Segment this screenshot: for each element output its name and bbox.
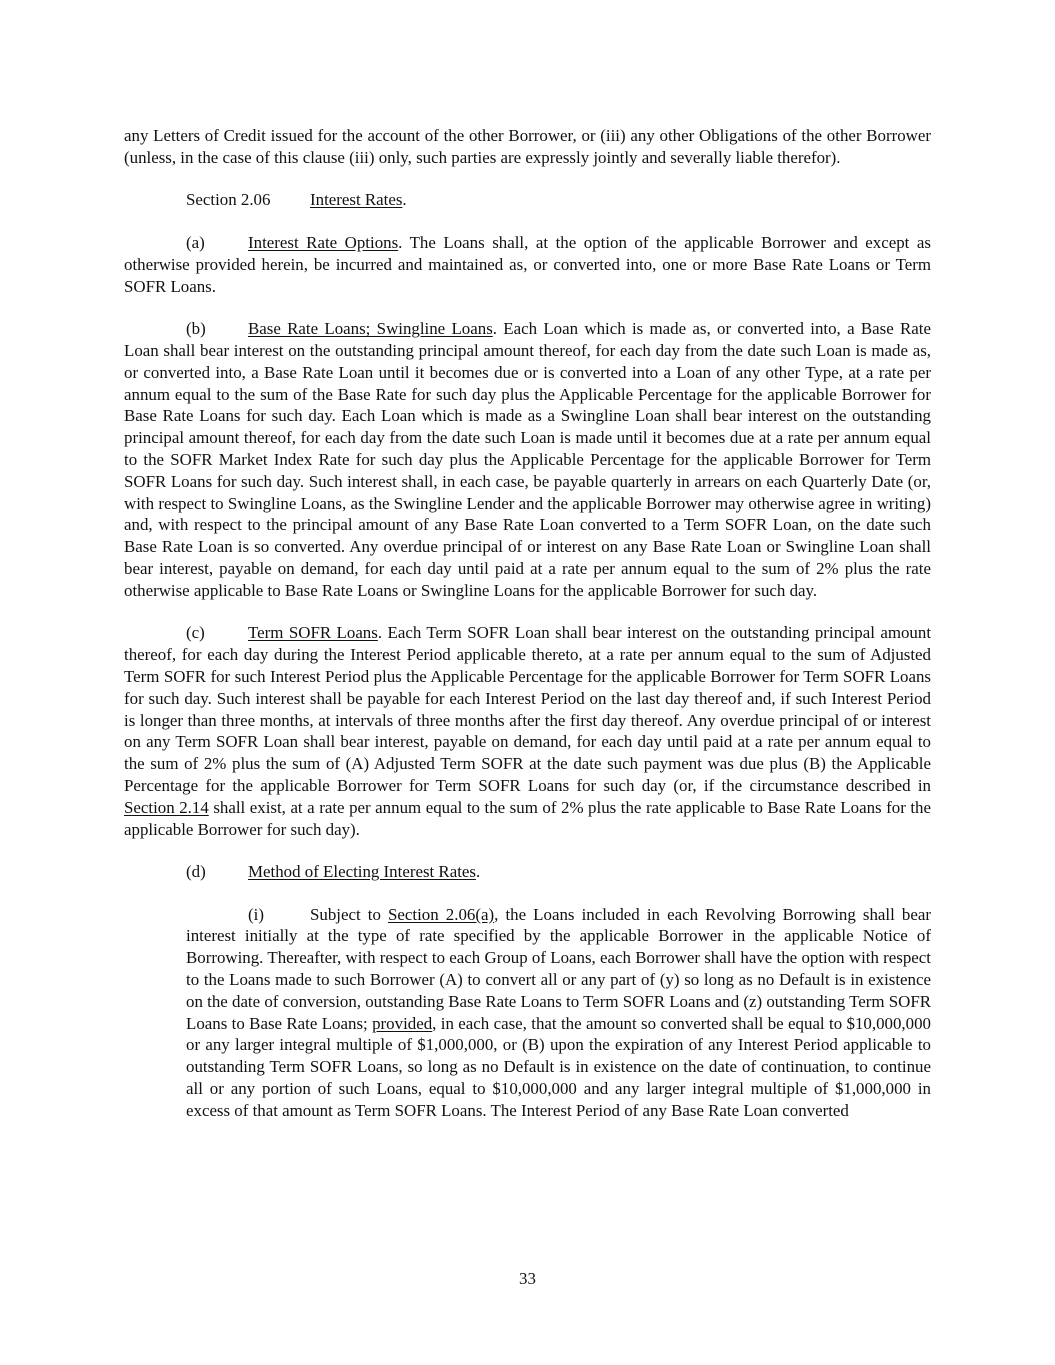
section-heading — [124, 189, 931, 211]
paragraph-c-text-1: . Each Term SOFR Loan shall bear interest on the outstanding principal amount thereof, for each day during the Interest Period applicable thereto, at a rate per annum equal to the sum of Adjusted Term SOFR for such Interest Period plus the Applicable Percentage for the applicable Borrower for Term SOFR Loans for such day. Such interest shall be payable for each Interest Period on the last day thereof and, if such Interest Period is longer than three months, at intervals of three months after the first day thereof. Any overdue principal of or interest on any Term SOFR Loan shall bear interest, payable on demand, for each day until paid at a rate per annum equal to the sum of 2% plus the sum of (A) Adjusted Term SOFR at the date such payment was due plus (B) the Applicable Percentage for the applicable Borrower for Term SOFR Loans for such day (or, if the circumstance described in — [124, 623, 932, 795]
subparagraph-i — [186, 904, 931, 1122]
subparagraph-i-label: (i) — [248, 904, 264, 924]
paragraph-a-label: (a) — [186, 232, 205, 252]
paragraph-d-heading-period: . — [475, 862, 481, 882]
paragraph-a-heading: Interest Rate Options — [248, 232, 399, 252]
paragraph-c — [124, 622, 931, 840]
paragraph-b — [124, 318, 931, 601]
provided-term: provided — [372, 1013, 433, 1033]
paragraph-c-label: (c) — [186, 623, 205, 643]
paragraph-d-label: (d) — [186, 862, 206, 882]
paragraph-a-text: . The Loans shall, at the option of the applicable Borrower and except as otherwise provided herein, be incurred and maintained as, or converted into, one or more Base Rate Loans or Term SOFR Loans. — [124, 232, 931, 296]
section-2-06a-reference: Section 2.06(a) — [388, 904, 495, 924]
subparagraph-i-text-1: Subject to — [310, 904, 389, 924]
paragraph-b-heading: Base Rate Loans; Swingline Loans — [248, 319, 493, 339]
subparagraph-i-text-2: , the Loans included in each Revolving Borrowing shall bear interest initially at the type of rate specified by the applicable Borrower in the applicable Notice of Borrowing. Thereafter, with respect to each Group of Loans, each Borrower shall have the option with respect to the Loans made to such Borrower (A) to convert all or any part of (y) so long as no Default is in existence on the date of conversion, outstanding Base Rate Loans to Term SOFR Loans and (z) outstanding Term SOFR Loans to Base Rate Loans; — [186, 904, 931, 1033]
section-title-period: . — [402, 190, 407, 210]
subparagraph-i-text-3: , in each case, that the amount so converted shall be equal to $10,000,000 or any larger integral multiple of $1,000,000, or (B) upon the expiration of any Interest Period applicable to outstanding Term SOFR Loans, so long as no Default is in existence on the date of continuation, to continue all or any portion of such Loans, equal to $10,000,000 and any larger integral multiple of $1,000,000 in excess of that amount as Term SOFR Loans. The Interest Period of any Base Rate Loan converted — [186, 1013, 931, 1120]
paragraph-b-label: (b) — [186, 319, 206, 339]
paragraph-a — [124, 232, 931, 297]
paragraph-d — [124, 861, 931, 883]
page-number: 33 — [519, 1269, 536, 1288]
section-2-14-reference: Section 2.14 — [124, 797, 209, 817]
section-title: Interest Rates — [310, 190, 403, 210]
document-page — [124, 125, 931, 1122]
section-number: Section 2.06 — [186, 190, 271, 210]
paragraph-continuation: any Letters of Credit issued for the account of the other Borrower, or (iii) any other Obligations of the other Borrower (unless, in the case of this clause (iii) only, such parties are expressly jointly and severally liable therefor). — [124, 126, 931, 167]
paragraph-c-heading: Term SOFR Loans — [248, 623, 378, 643]
paragraph-c-text-2: shall exist, at a rate per annum equal to the sum of 2% plus the rate applicable to Base Rate Loans for the applicable Borrower for such day). — [124, 797, 932, 839]
paragraph-b-text: . Each Loan which is made as, or converted into, a Base Rate Loan shall bear interest on the outstanding principal amount thereof, for each day from the date such Loan is made as, or converted into, a Base Rate Loan until it becomes due or is converted into a Loan of any other Type, at a rate per annum equal to the sum of the Base Rate for such day plus the Applicable Percentage for the applicable Borrower for Base Rate Loans for such day. Each Loan which is made as a Swingline Loan shall bear interest on the outstanding principal amount thereof, for each day from the date such Loan is made until it becomes due at a rate per annum equal to the SOFR Market Index Rate for such day plus the Applicable Percentage for the applicable Borrower for Term SOFR Loans for such day. Such interest shall, in each case, be payable quarterly in arrears on each Quarterly Date (or, with respect to Swingline Loans, as the Swingline Lender and the applicable Borrower may otherwise agree in writing) and, with respect to the principal amount of any Base Rate Loan converted to a Term SOFR Loan, on the date such Base Rate Loan is so converted. Any overdue principal of or interest on any Base Rate Loan or Swingline Loan shall bear interest, payable on demand, for each day until paid at a rate per annum equal to the sum of 2% plus the rate otherwise applicable to Base Rate Loans or Swingline Loans for the applicable Borrower for such day. — [124, 319, 931, 600]
paragraph-d-heading: Method of Electing Interest Rates — [248, 862, 476, 882]
